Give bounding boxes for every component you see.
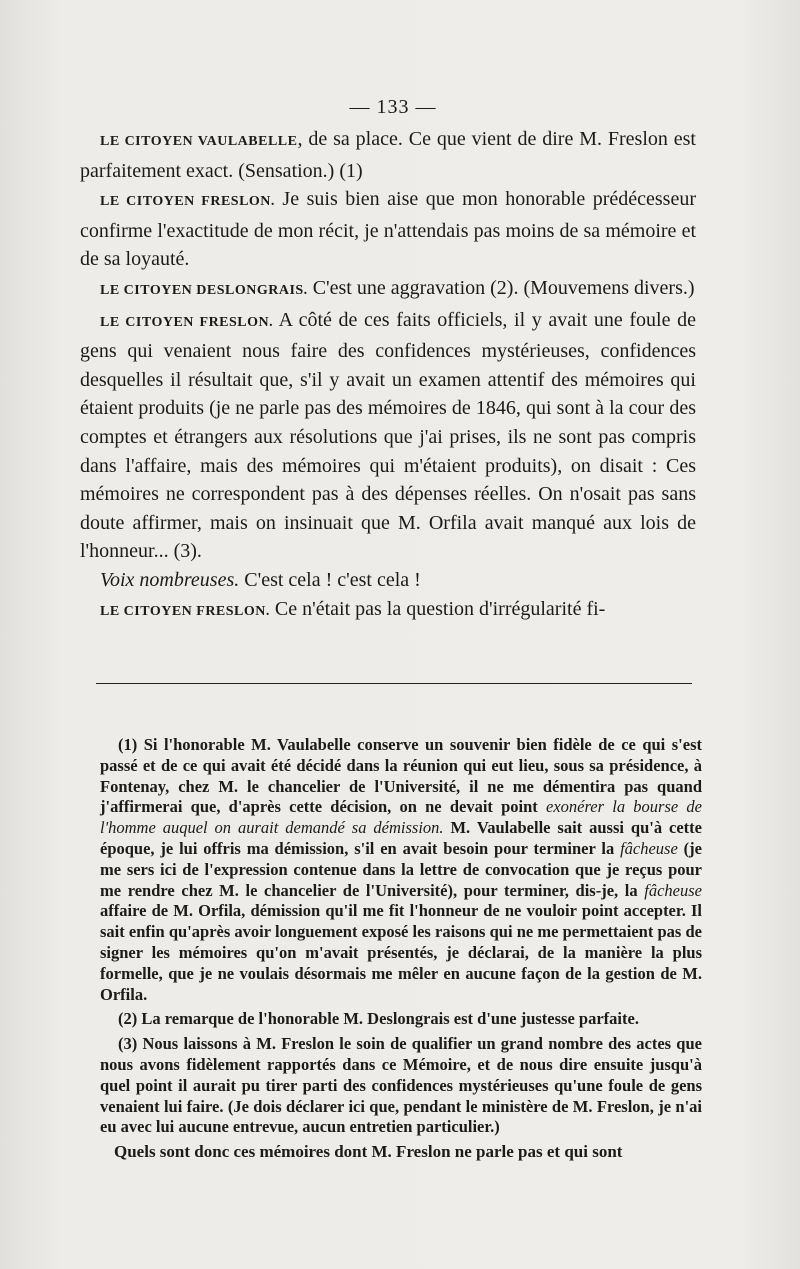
footnote-separator: [96, 683, 692, 684]
main-text-block: [80, 96, 696, 626]
paragraph-text: Ce n'était pas la question d'irrégularité fi-: [269, 597, 606, 620]
footnote-italic: exonérer la bourse de l'homme auquel on aurait demandé sa démission.: [100, 797, 702, 838]
page-number: — 133 —: [349, 96, 437, 118]
speaker-name: LE CITOYEN VAULABELLE: [100, 134, 298, 149]
paragraph: [80, 595, 696, 627]
footnote-italic: fâcheuse: [644, 880, 702, 900]
paragraph-text: A côté de ces faits officiels, il y avait une foule de gens qui venaient nous faire des confidences mystérieuses, confidences desquelles il résultait que, s'il y avait un examen attentif des mémoires qui étaient produits (je ne parle pas des mémoires de 1846, qui sont à la cour des comptes et étrangers aux résolutions que j'ai prises, ils ne sont pas compris dans l'affaire, mais des mémoires qui m'étaient produits), on disait : Ces mémoires ne correspondent pas à des dépenses réelles. On n'osait pas sans doute affirmer, mais on insinuait que M. Orfila avait manqué aux lois de l'honneur... (3).: [80, 308, 696, 563]
paragraph: [80, 125, 696, 185]
paragraph-text: , de sa place. Ce que vient de dire M. Freslon est parfaitement exact. (Sensation.) (1): [80, 128, 696, 182]
paragraph: [80, 274, 696, 306]
speaker-name: LE CITOYEN FRESLON.: [100, 194, 275, 210]
paragraph-text: Je suis bien aise que mon honorable prédécesseur confirme l'exactitude de mon récit, je n'attendais pas moins de sa mémoire et de sa loyauté.: [80, 188, 696, 271]
footnote-text: (je me sers ici de l'expression contenue dans la lettre de convocation que je reçus pour me rendre chez M. le chancelier de l'Université), pour terminer, dis-je, la: [100, 838, 702, 900]
footnotes: [100, 735, 702, 1163]
footnote-continuation: Quels sont donc ces mémoires dont M. Freslon ne parle pas et qui sont: [114, 1142, 623, 1162]
speaker-name-italic: Voix nombreuses.: [100, 568, 240, 591]
speaker-name: LE CITOYEN FRESLON.: [100, 603, 270, 619]
paragraph-text: C'est cela ! c'est cela !: [239, 568, 421, 591]
footnote-1: [100, 735, 702, 1005]
paragraph-text: C'est une aggravation (2). (Mouvemens divers.): [307, 276, 695, 299]
paragraph: [80, 306, 696, 566]
footnote-text: affaire de M. Orfila, démission qu'il me fit l'honneur de ne vouloir point accepter. Il sait enfin qu'après avoir longuement exposé les raisons qui ne me permettaient pas de signer les mémoires qu'on m'avait présentés, je déclarai, de la manière la plus formelle, que je ne voulais désormais me mêler en aucune façon de la gestion de M. Orfila.: [100, 901, 702, 1004]
footnote-3: (3) Nous laissons à M. Freslon le soin de qualifier un grand nombre des actes que nous avons fidèlement rapportés dans ce Mémoire, et de nous dire ensuite jusqu'à quel point il aurait pu tirer parti des confidences mystérieuses qu'une foule de gens venaient lui faire. (Je dois déclarer ici que, pendant le ministère de M. Freslon, je n'ai eu avec lui aucune entrevue, aucun entretien particulier.): [100, 1034, 702, 1137]
footnote-text: (1) Si l'honorable M. Vaulabelle conserve un souvenir bien fidèle de ce qui s'est passé et de ce qui avait été décidé dans la réunion qui eut lieu, sous sa présidence, à Fontenay, chez M. le chancelier de l'Université, il ne me démentira pas quand j'affirmerai que, d'après cette décision, on ne devait point: [100, 735, 702, 817]
footnote-2: (2) La remarque de l'honorable M. Deslongrais est d'une justesse parfaite.: [118, 1009, 639, 1029]
paragraph: [80, 185, 696, 274]
footnote-text: M. Vaulabelle sait aussi qu'à cette époque, je lui offris ma démission, s'il en avait besoin pour terminer la: [100, 818, 702, 858]
body-text: [80, 125, 696, 626]
speaker-name: LE CITOYEN DESLONGRAIS.: [100, 282, 308, 298]
speaker-name: LE CITOYEN FRESLON.: [100, 314, 274, 330]
footnote-italic: fâcheuse: [620, 838, 678, 858]
paragraph: [80, 566, 696, 595]
